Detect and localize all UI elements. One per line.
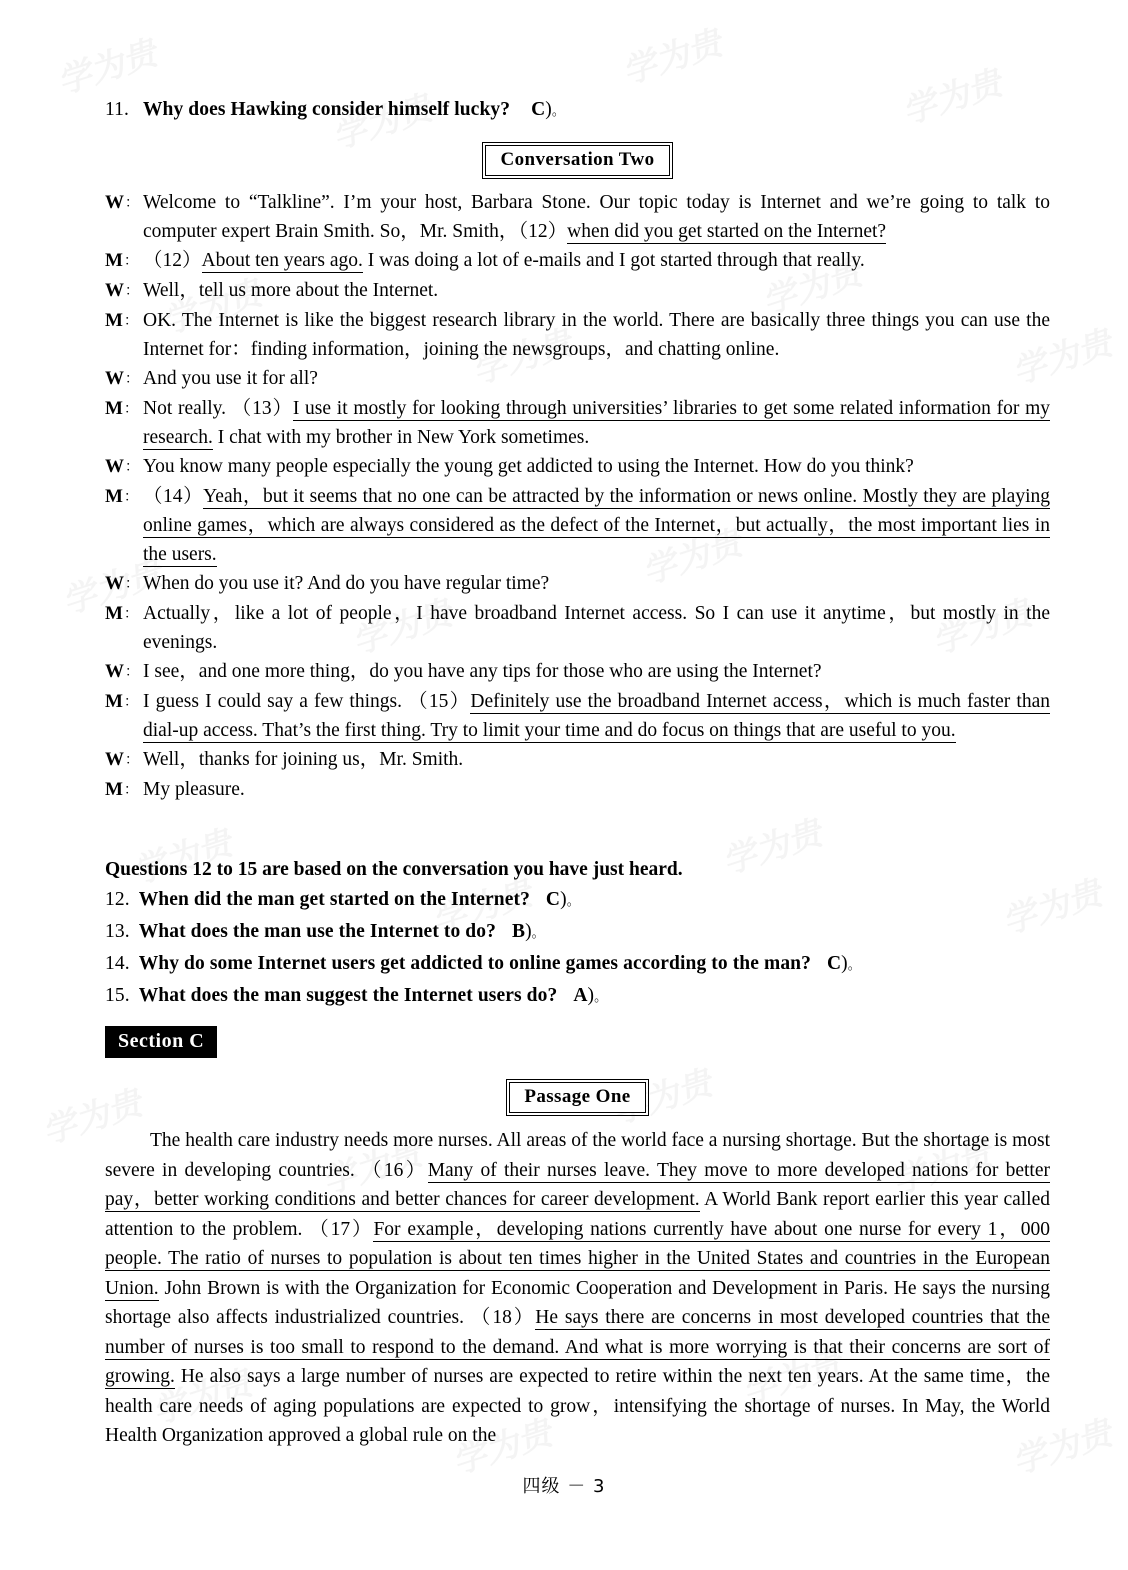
plain-text-span: I chat with my brother in New York sometimes.	[212, 427, 590, 448]
question-text: Why do some Internet users get addicted to online games according to the man?	[138, 953, 811, 974]
speaker-letter: M	[105, 398, 123, 419]
speaker-letter: M	[105, 250, 123, 271]
speaker-label	[105, 364, 143, 394]
speaker-colon: ：	[125, 664, 139, 680]
speaker-letter: M	[105, 486, 123, 507]
answer-paren: )	[841, 953, 848, 974]
plain-text-span: A World Bank report earlier this year called attention to the problem. （17）	[105, 1189, 1050, 1240]
dialogue-utterance	[143, 599, 1050, 657]
conversation-two-dialogue	[105, 188, 1050, 805]
question-11-line	[105, 95, 1050, 127]
plain-text-span: And you use it for all?	[143, 368, 318, 389]
dialogue-utterance	[143, 452, 1050, 481]
underlined-answer-span: Definitely use the broadband Internet access，which is much faster than dial-up access. That’s the first thing. Try to limit your time and do focus on things that are useful to you.	[143, 691, 1051, 741]
question-11-text: Why does Hawking consider himself lucky?	[142, 99, 511, 120]
conversation-two-box-label: Conversation Two	[485, 145, 669, 176]
answer-period: 。	[594, 990, 608, 1005]
speaker-label	[105, 775, 143, 805]
answer-period: 。	[566, 894, 580, 909]
answer-period: 。	[531, 926, 545, 941]
dialogue-utterance	[143, 246, 1050, 275]
dialogue-utterance	[143, 364, 1050, 393]
plain-text-span: Well，thanks for joining us，Mr. Smith.	[143, 749, 464, 770]
plain-text-span: OK. The Internet is like the biggest research library in the world. There are basically three things you can use the Internet for：finding information，joining the newsgroups，and chatting online.	[143, 310, 1050, 360]
passage-one-header	[105, 1082, 1050, 1113]
speaker-letter: M	[105, 310, 123, 331]
plain-text-span: Welcome to “Talkline”. I’m your host, Barbara Stone. Our topic today is Internet and we’re going to talk to computer expert Brain Smith. So，Mr. Smith，（12）	[143, 192, 1050, 242]
answer-period: 。	[847, 958, 861, 973]
question-text: What does the man use the Internet to do?	[138, 921, 496, 942]
section-c-label: Section C	[105, 1026, 217, 1058]
question-11-number: 11.	[105, 99, 129, 120]
speaker-colon: ：	[125, 283, 139, 299]
page-footer	[0, 1472, 1128, 1498]
speaker-letter: W	[105, 573, 124, 594]
speaker-label	[105, 452, 143, 482]
dialogue-turn	[105, 394, 1050, 452]
question-answer	[546, 889, 580, 910]
plain-text-span: The health care industry needs more nurses. All areas of the world face a nursing shortage. But the shortage is most severe in developing countries. （16）	[105, 1130, 1050, 1181]
question-line	[105, 949, 1050, 981]
speaker-label	[105, 482, 143, 512]
question-line	[105, 917, 1050, 949]
underlined-answer-span: For example，developing nations currently have about one nurse for every 1，000 people. The ratio of nurses to population is about ten times higher in the United States and countries in the European Union.	[105, 1218, 1050, 1299]
answer-paren: )	[560, 889, 567, 910]
plain-text-span: Not really. （13）	[143, 398, 293, 419]
dialogue-turn	[105, 452, 1050, 482]
speaker-colon: ：	[125, 752, 139, 768]
speaker-letter: W	[105, 661, 124, 682]
speaker-letter: W	[105, 192, 124, 213]
question-number: 12.	[105, 889, 130, 910]
passage-one-box-label: Passage One	[509, 1082, 645, 1113]
page-footer-label: 四级 － 3	[522, 1476, 606, 1497]
dialogue-utterance	[143, 188, 1050, 246]
underlined-answer-span: when did you get started on the Internet?	[567, 221, 887, 242]
speaker-letter: W	[105, 280, 124, 301]
speaker-label	[105, 246, 143, 276]
speaker-colon: ：	[125, 459, 139, 475]
speaker-colon: ：	[125, 371, 139, 387]
question-text: What does the man suggest the Internet users do?	[138, 985, 558, 1006]
dialogue-turn	[105, 775, 1050, 805]
speaker-letter: M	[105, 691, 123, 712]
question-answer	[512, 921, 545, 942]
underlined-answer-span: About ten years ago.	[201, 250, 363, 271]
speaker-colon: ：	[123, 782, 138, 798]
dialogue-turn	[105, 276, 1050, 306]
dialogue-turn	[105, 188, 1050, 246]
answer-letter: C	[826, 953, 842, 974]
speaker-colon: ：	[123, 694, 138, 710]
dialogue-turn	[105, 569, 1050, 599]
speaker-colon: ：	[123, 313, 138, 329]
speaker-letter: W	[105, 368, 124, 389]
dialogue-utterance	[143, 394, 1050, 452]
plain-text-span: John Brown is with the Organization for Economic Cooperation and Development in Paris. He says the nursing shortage also affects industrialized countries. （18）	[105, 1277, 1050, 1328]
plain-text-span: My pleasure.	[143, 779, 245, 800]
speaker-label	[105, 569, 143, 599]
question-number: 15.	[105, 985, 130, 1006]
speaker-colon: ：	[123, 401, 138, 417]
speaker-colon: ：	[125, 195, 139, 211]
plain-text-span: When do you use it? And do you have regular time?	[143, 573, 550, 594]
speaker-label	[105, 599, 143, 629]
dialogue-turn	[105, 482, 1050, 569]
speaker-label	[105, 276, 143, 306]
speaker-label	[105, 745, 143, 775]
plain-text-span: You know many people especially the young get addicted to using the Internet. How do you think?	[143, 456, 914, 477]
dialogue-utterance	[143, 276, 1050, 305]
answer-paren: )	[525, 921, 532, 942]
question-number: 13.	[105, 921, 130, 942]
dialogue-turn	[105, 599, 1050, 657]
questions-12-15-block	[105, 855, 1050, 1013]
questions-12-15-list	[105, 885, 1050, 1013]
underlined-answer-span: Many of their nurses leave. They move to more developed nations for better pay，better working conditions and better chances for career development.	[105, 1159, 1051, 1210]
question-line	[105, 981, 1050, 1013]
dialogue-turn	[105, 246, 1050, 276]
dialogue-turn	[105, 745, 1050, 775]
plain-text-span: Actually，like a lot of people，I have broadband Internet access. So I can use it anytime，but mostly in the evenings.	[143, 603, 1050, 653]
dialogue-turn	[105, 657, 1050, 687]
speaker-colon: ：	[123, 253, 138, 269]
speaker-letter: W	[105, 456, 124, 477]
underlined-answer-span: I use it mostly for looking through universities’ libraries to get some related information for my research.	[143, 398, 1051, 448]
question-answer	[573, 985, 607, 1006]
watermark-text	[50, 25, 162, 103]
answer-paren: )	[587, 985, 595, 1006]
dialogue-utterance	[143, 775, 1050, 804]
speaker-letter: M	[105, 603, 123, 624]
question-text: When did the man get started on the Internet?	[138, 889, 530, 910]
speaker-colon: ：	[123, 606, 138, 622]
conversation-two-header	[105, 145, 1050, 176]
speaker-label	[105, 306, 143, 336]
dialogue-utterance	[143, 569, 1050, 598]
dialogue-turn	[105, 687, 1050, 745]
plain-text-span: （12）	[143, 250, 202, 271]
speaker-label	[105, 657, 143, 687]
plain-text-span: I guess I could say a few things. （15）	[143, 691, 471, 712]
dialogue-utterance	[143, 687, 1050, 745]
question-answer	[827, 953, 861, 974]
dialogue-utterance	[143, 306, 1050, 364]
underlined-answer-span: Yeah，but it seems that no one can be attracted by the information or news online. Mostly they are playing online games，which are always considered as the defect of the Internet，but actually，the most important lies in the users.	[143, 486, 1050, 565]
dialogue-utterance	[143, 482, 1050, 569]
plain-text-span: I see，and one more thing，do you have any tips for those who are using the Internet?	[143, 661, 822, 682]
speaker-letter: M	[105, 779, 123, 800]
question-line	[105, 885, 1050, 917]
answer-letter: C	[545, 889, 561, 910]
plain-text-span: （14）	[143, 486, 204, 507]
underlined-answer-span: He says there are concerns in most developed countries that the number of nurses is too small to respond to the demand. And what is more worrying is that their concerns are sort of growing.	[105, 1307, 1050, 1387]
answer-letter: B	[511, 921, 526, 942]
speaker-label	[105, 188, 143, 218]
speaker-label	[105, 394, 143, 424]
dialogue-turn	[105, 306, 1050, 364]
plain-text-span: He also says a large number of nurses are expected to retire within the next ten years. At the same time，the health care needs of aging populations are expected to grow，intensifying the shortage of nurses. In May, the World Health Organization approved a global rule on the	[105, 1366, 1050, 1446]
speaker-label	[105, 687, 143, 717]
plain-text-span: I was doing a lot of e-mails and I got started through that really.	[362, 250, 865, 271]
answer-letter: A	[573, 985, 588, 1006]
dialogue-utterance	[143, 745, 1050, 774]
speaker-colon: ：	[123, 489, 138, 505]
passage-one-text	[105, 1126, 1050, 1451]
questions-12-15-heading: Questions 12 to 15 are based on the conversation you have just heard.	[105, 859, 683, 880]
speaker-colon: ：	[125, 576, 139, 592]
dialogue-turn	[105, 364, 1050, 394]
watermark-text	[615, 15, 727, 93]
question-number: 14.	[105, 953, 130, 974]
dialogue-utterance	[143, 657, 1050, 686]
plain-text-span: Well，tell us more about the Internet.	[143, 280, 439, 301]
speaker-letter: W	[105, 749, 124, 770]
question-11-answer: C)。	[531, 99, 565, 120]
